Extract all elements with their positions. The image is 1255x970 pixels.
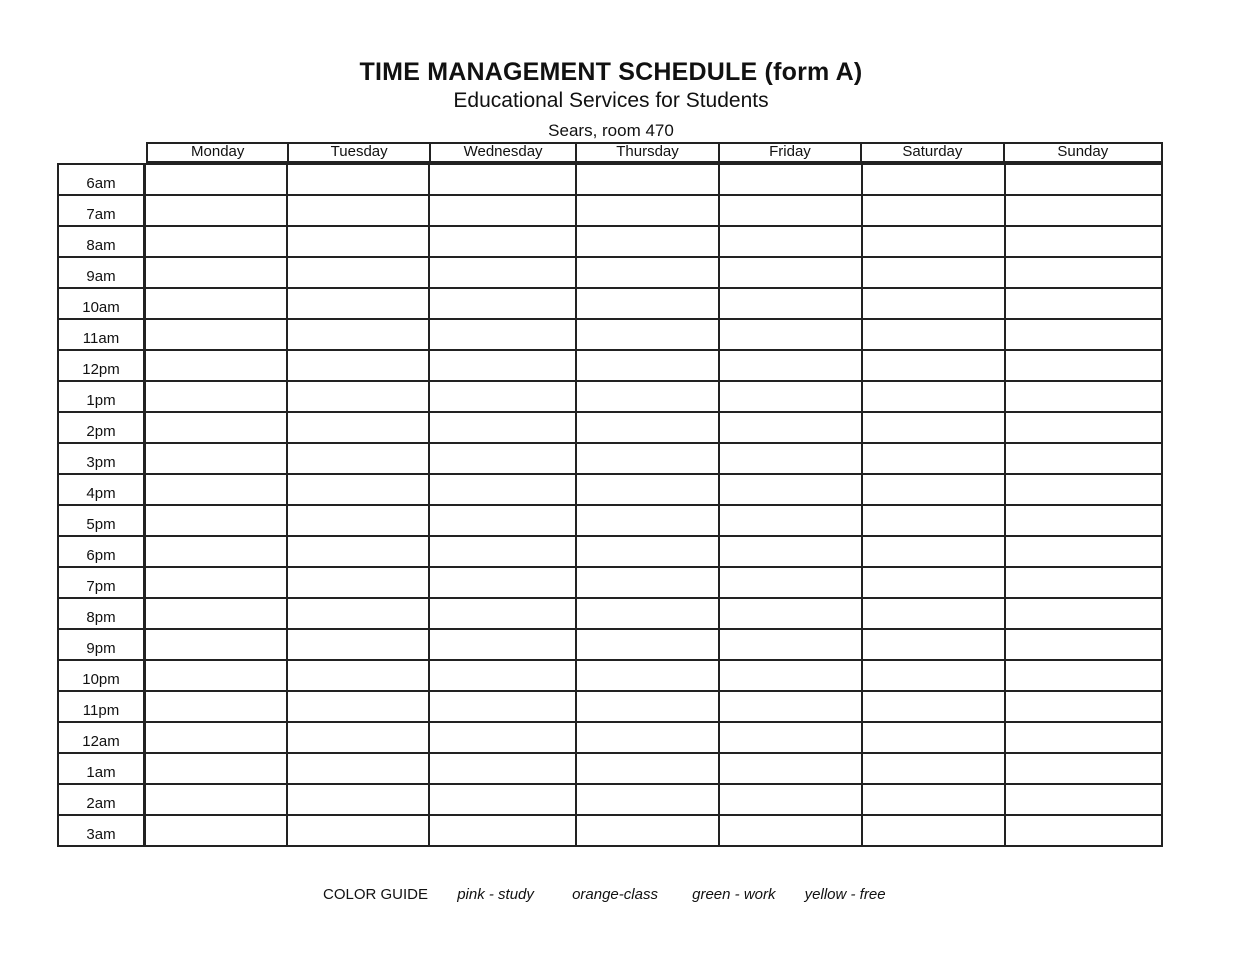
schedule-slot-saturday-1pm[interactable] bbox=[863, 382, 1006, 411]
time-label: 8pm bbox=[59, 599, 146, 628]
time-label: 1am bbox=[59, 754, 146, 783]
schedule-slot-sunday-7am[interactable] bbox=[1006, 196, 1163, 225]
day-header-sunday: Sunday bbox=[1057, 143, 1109, 160]
time-label: 10pm bbox=[59, 661, 146, 690]
schedule-slot-sunday-12pm[interactable] bbox=[1006, 351, 1163, 380]
schedule-slot-thursday-1pm[interactable] bbox=[577, 382, 720, 411]
schedule-slot-saturday-1am[interactable] bbox=[863, 754, 1006, 783]
schedule-slot-saturday-8am[interactable] bbox=[863, 227, 1006, 256]
time-row bbox=[59, 692, 1163, 723]
time-row bbox=[59, 506, 1163, 537]
schedule-slot-tuesday-6am[interactable] bbox=[288, 165, 430, 194]
time-label: 5pm bbox=[59, 506, 146, 535]
schedule-slot-wednesday-11pm[interactable] bbox=[430, 692, 577, 721]
time-row bbox=[59, 444, 1163, 475]
time-label: 3am bbox=[59, 816, 146, 845]
schedule-slot-wednesday-10am[interactable] bbox=[430, 289, 577, 318]
schedule-slot-wednesday-7am[interactable] bbox=[430, 196, 577, 225]
schedule-slot-monday-3am[interactable] bbox=[146, 816, 288, 845]
schedule-slot-thursday-7am[interactable] bbox=[577, 196, 720, 225]
schedule-slot-wednesday-12pm[interactable] bbox=[430, 351, 577, 380]
schedule-slot-monday-3pm[interactable] bbox=[146, 444, 288, 473]
schedule-slot-friday-1am[interactable] bbox=[720, 754, 863, 783]
schedule-slot-tuesday-1am[interactable] bbox=[288, 754, 430, 783]
schedule-slot-tuesday-2pm[interactable] bbox=[288, 413, 430, 442]
color-guide-item-study: pink - study bbox=[457, 886, 534, 903]
schedule-slot-friday-8am[interactable] bbox=[720, 227, 863, 256]
time-row bbox=[59, 568, 1163, 599]
schedule-slot-monday-5pm[interactable] bbox=[146, 506, 288, 535]
schedule-slot-tuesday-9am[interactable] bbox=[288, 258, 430, 287]
schedule-slot-sunday-12am[interactable] bbox=[1006, 723, 1163, 752]
schedule-slot-thursday-12am[interactable] bbox=[577, 723, 720, 752]
schedule-slot-saturday-6pm[interactable] bbox=[863, 537, 1006, 566]
schedule-slot-monday-2am[interactable] bbox=[146, 785, 288, 814]
schedule-slot-tuesday-3am[interactable] bbox=[288, 816, 430, 845]
schedule-slot-sunday-2pm[interactable] bbox=[1006, 413, 1163, 442]
schedule-slot-tuesday-3pm[interactable] bbox=[288, 444, 430, 473]
day-header-friday: Friday bbox=[720, 144, 862, 161]
schedule-slot-friday-9pm[interactable] bbox=[720, 630, 863, 659]
schedule-slot-tuesday-2am[interactable] bbox=[288, 785, 430, 814]
schedule-slot-monday-11pm[interactable] bbox=[146, 692, 288, 721]
schedule-slot-thursday-6am[interactable] bbox=[577, 165, 720, 194]
schedule-slot-tuesday-12am[interactable] bbox=[288, 723, 430, 752]
schedule-slot-wednesday-4pm[interactable] bbox=[430, 475, 577, 504]
schedule-slot-sunday-3am[interactable] bbox=[1006, 816, 1163, 845]
color-guide-item-class: orange-class bbox=[572, 886, 658, 903]
schedule-slot-saturday-6am[interactable] bbox=[863, 165, 1006, 194]
schedule-slot-friday-7pm[interactable] bbox=[720, 568, 863, 597]
schedule-slot-monday-1pm[interactable] bbox=[146, 382, 288, 411]
time-label: 7am bbox=[59, 196, 146, 225]
schedule-slot-wednesday-8pm[interactable] bbox=[430, 599, 577, 628]
time-row bbox=[59, 320, 1163, 351]
time-row bbox=[59, 630, 1163, 661]
schedule-slot-friday-10pm[interactable] bbox=[720, 661, 863, 690]
schedule-slot-thursday-8pm[interactable] bbox=[577, 599, 720, 628]
time-row bbox=[59, 227, 1163, 258]
schedule-slot-friday-2am[interactable] bbox=[720, 785, 863, 814]
schedule-slot-saturday-12pm[interactable] bbox=[863, 351, 1006, 380]
schedule-slot-wednesday-6am[interactable] bbox=[430, 165, 577, 194]
time-row bbox=[59, 816, 1163, 847]
schedule-grid bbox=[57, 163, 1163, 847]
schedule-slot-monday-11am[interactable] bbox=[146, 320, 288, 349]
schedule-slot-tuesday-10am[interactable] bbox=[288, 289, 430, 318]
schedule-slot-sunday-7pm[interactable] bbox=[1006, 568, 1163, 597]
schedule-slot-thursday-3pm[interactable] bbox=[577, 444, 720, 473]
schedule-slot-tuesday-7am[interactable] bbox=[288, 196, 430, 225]
schedule-slot-sunday-6pm[interactable] bbox=[1006, 537, 1163, 566]
schedule-slot-friday-7am[interactable] bbox=[720, 196, 863, 225]
schedule-slot-thursday-8am[interactable] bbox=[577, 227, 720, 256]
time-label: 11am bbox=[59, 320, 146, 349]
time-row bbox=[59, 289, 1163, 320]
schedule-slot-wednesday-6pm[interactable] bbox=[430, 537, 577, 566]
schedule-slot-thursday-10pm[interactable] bbox=[577, 661, 720, 690]
time-label: 6am bbox=[59, 165, 146, 194]
schedule-slot-tuesday-5pm[interactable] bbox=[288, 506, 430, 535]
schedule-slot-sunday-9pm[interactable] bbox=[1006, 630, 1163, 659]
schedule-slot-tuesday-8pm[interactable] bbox=[288, 599, 430, 628]
schedule-slot-tuesday-10pm[interactable] bbox=[288, 661, 430, 690]
schedule-slot-sunday-2am[interactable] bbox=[1006, 785, 1163, 814]
color-guide-item-free: yellow - free bbox=[804, 886, 886, 903]
location-text: Sears, room 470 bbox=[548, 121, 674, 140]
schedule-slot-saturday-11pm[interactable] bbox=[863, 692, 1006, 721]
time-label: 8am bbox=[59, 227, 146, 256]
color-guide-item-work: green - work bbox=[692, 886, 776, 903]
schedule-slot-thursday-5pm[interactable] bbox=[577, 506, 720, 535]
schedule-slot-monday-8am[interactable] bbox=[146, 227, 288, 256]
time-label: 2am bbox=[59, 785, 146, 814]
schedule-slot-monday-7am[interactable] bbox=[146, 196, 288, 225]
time-row bbox=[59, 599, 1163, 630]
time-label: 2pm bbox=[59, 413, 146, 442]
time-row bbox=[59, 382, 1163, 413]
schedule-slot-friday-3pm[interactable] bbox=[720, 444, 863, 473]
day-header-row bbox=[146, 142, 1163, 163]
time-label: 3pm bbox=[59, 444, 146, 473]
time-row bbox=[59, 661, 1163, 692]
schedule-slot-monday-6pm[interactable] bbox=[146, 537, 288, 566]
schedule-slot-thursday-2am[interactable] bbox=[577, 785, 720, 814]
schedule-slot-thursday-7pm[interactable] bbox=[577, 568, 720, 597]
schedule-slot-wednesday-7pm[interactable] bbox=[430, 568, 577, 597]
schedule-slot-friday-8pm[interactable] bbox=[720, 599, 863, 628]
schedule-slot-tuesday-11pm[interactable] bbox=[288, 692, 430, 721]
schedule-slot-saturday-10pm[interactable] bbox=[863, 661, 1006, 690]
schedule-slot-thursday-11am[interactable] bbox=[577, 320, 720, 349]
schedule-slot-wednesday-8am[interactable] bbox=[430, 227, 577, 256]
schedule-slot-wednesday-1pm[interactable] bbox=[430, 382, 577, 411]
schedule-slot-tuesday-7pm[interactable] bbox=[288, 568, 430, 597]
schedule-slot-sunday-8pm[interactable] bbox=[1006, 599, 1163, 628]
time-label: 7pm bbox=[59, 568, 146, 597]
time-label: 1pm bbox=[59, 382, 146, 411]
day-header-monday: Monday bbox=[148, 144, 289, 161]
schedule-slot-monday-7pm[interactable] bbox=[146, 568, 288, 597]
schedule-slot-tuesday-6pm[interactable] bbox=[288, 537, 430, 566]
schedule-slot-thursday-9am[interactable] bbox=[577, 258, 720, 287]
schedule-slot-thursday-3am[interactable] bbox=[577, 816, 720, 845]
schedule-slot-sunday-1pm[interactable] bbox=[1006, 382, 1163, 411]
schedule-slot-sunday-1am[interactable] bbox=[1006, 754, 1163, 783]
schedule-slot-friday-12pm[interactable] bbox=[720, 351, 863, 380]
time-label: 12pm bbox=[59, 351, 146, 380]
schedule-slot-sunday-3pm[interactable] bbox=[1006, 444, 1163, 473]
schedule-slot-sunday-11pm[interactable] bbox=[1006, 692, 1163, 721]
schedule-slot-friday-1pm[interactable] bbox=[720, 382, 863, 411]
time-label: 6pm bbox=[59, 537, 146, 566]
schedule-slot-wednesday-3am[interactable] bbox=[430, 816, 577, 845]
time-row bbox=[59, 475, 1163, 506]
schedule-slot-wednesday-9am[interactable] bbox=[430, 258, 577, 287]
schedule-slot-thursday-9pm[interactable] bbox=[577, 630, 720, 659]
schedule-slot-saturday-9pm[interactable] bbox=[863, 630, 1006, 659]
schedule-slot-saturday-3am[interactable] bbox=[863, 816, 1006, 845]
schedule-slot-friday-4pm[interactable] bbox=[720, 475, 863, 504]
schedule-slot-saturday-3pm[interactable] bbox=[863, 444, 1006, 473]
schedule-slot-thursday-12pm[interactable] bbox=[577, 351, 720, 380]
time-row bbox=[59, 165, 1163, 196]
time-row bbox=[59, 413, 1163, 444]
schedule-slot-tuesday-4pm[interactable] bbox=[288, 475, 430, 504]
schedule-slot-monday-6am[interactable] bbox=[146, 165, 288, 194]
color-guide bbox=[323, 886, 886, 903]
schedule-slot-monday-8pm[interactable] bbox=[146, 599, 288, 628]
schedule-slot-tuesday-1pm[interactable] bbox=[288, 382, 430, 411]
schedule-slot-thursday-4pm[interactable] bbox=[577, 475, 720, 504]
schedule-slot-thursday-2pm[interactable] bbox=[577, 413, 720, 442]
schedule-slot-thursday-1am[interactable] bbox=[577, 754, 720, 783]
schedule-slot-monday-10pm[interactable] bbox=[146, 661, 288, 690]
schedule-slot-sunday-6am[interactable] bbox=[1006, 165, 1163, 194]
page-subtitle: Educational Services for Students bbox=[453, 89, 769, 112]
time-row bbox=[59, 785, 1163, 816]
schedule-slot-wednesday-2am[interactable] bbox=[430, 785, 577, 814]
schedule-slot-wednesday-5pm[interactable] bbox=[430, 506, 577, 535]
time-row bbox=[59, 258, 1163, 289]
schedule-slot-monday-9pm[interactable] bbox=[146, 630, 288, 659]
schedule-slot-wednesday-11am[interactable] bbox=[430, 320, 577, 349]
day-header-thursday: Thursday bbox=[577, 144, 719, 161]
schedule-slot-friday-12am[interactable] bbox=[720, 723, 863, 752]
time-row bbox=[59, 537, 1163, 568]
schedule-slot-monday-4pm[interactable] bbox=[146, 475, 288, 504]
schedule-slot-sunday-10pm[interactable] bbox=[1006, 661, 1163, 690]
schedule-slot-monday-9am[interactable] bbox=[146, 258, 288, 287]
schedule-slot-sunday-8am[interactable] bbox=[1006, 227, 1163, 256]
schedule-slot-sunday-5pm[interactable] bbox=[1006, 506, 1163, 535]
schedule-slot-wednesday-12am[interactable] bbox=[430, 723, 577, 752]
schedule-slot-saturday-12am[interactable] bbox=[863, 723, 1006, 752]
schedule-slot-monday-1am[interactable] bbox=[146, 754, 288, 783]
time-label: 12am bbox=[59, 723, 146, 752]
day-header-saturday: Saturday bbox=[862, 144, 1004, 161]
day-header-tuesday: Tuesday bbox=[289, 144, 430, 161]
schedule-slot-saturday-4pm[interactable] bbox=[863, 475, 1006, 504]
time-row bbox=[59, 754, 1163, 785]
time-label: 9pm bbox=[59, 630, 146, 659]
schedule-slot-wednesday-1am[interactable] bbox=[430, 754, 577, 783]
schedule-slot-saturday-5pm[interactable] bbox=[863, 506, 1006, 535]
schedule-slot-friday-9am[interactable] bbox=[720, 258, 863, 287]
schedule-slot-thursday-11pm[interactable] bbox=[577, 692, 720, 721]
schedule-slot-sunday-4pm[interactable] bbox=[1006, 475, 1163, 504]
time-label: 9am bbox=[59, 258, 146, 287]
color-guide-label: COLOR GUIDE bbox=[323, 886, 429, 903]
schedule-slot-thursday-10am[interactable] bbox=[577, 289, 720, 318]
schedule-slot-saturday-7pm[interactable] bbox=[863, 568, 1006, 597]
schedule-slot-wednesday-10pm[interactable] bbox=[430, 661, 577, 690]
schedule-slot-monday-12pm[interactable] bbox=[146, 351, 288, 380]
schedule-slot-friday-2pm[interactable] bbox=[720, 413, 863, 442]
time-row bbox=[59, 196, 1163, 227]
schedule-slot-friday-5pm[interactable] bbox=[720, 506, 863, 535]
schedule-slot-sunday-9am[interactable] bbox=[1006, 258, 1163, 287]
schedule-slot-sunday-11am[interactable] bbox=[1006, 320, 1163, 349]
schedule-slot-friday-6am[interactable] bbox=[720, 165, 863, 194]
schedule-slot-wednesday-9pm[interactable] bbox=[430, 630, 577, 659]
time-label: 11pm bbox=[59, 692, 146, 721]
schedule-slot-tuesday-9pm[interactable] bbox=[288, 630, 430, 659]
schedule-slot-sunday-10am[interactable] bbox=[1006, 289, 1163, 318]
schedule-slot-saturday-11am[interactable] bbox=[863, 320, 1006, 349]
time-row bbox=[59, 723, 1163, 754]
schedule-slot-tuesday-12pm[interactable] bbox=[288, 351, 430, 380]
time-label: 10am bbox=[59, 289, 146, 318]
schedule-slot-wednesday-2pm[interactable] bbox=[430, 413, 577, 442]
schedule-slot-tuesday-11am[interactable] bbox=[288, 320, 430, 349]
schedule-slot-wednesday-3pm[interactable] bbox=[430, 444, 577, 473]
schedule-slot-saturday-8pm[interactable] bbox=[863, 599, 1006, 628]
schedule-slot-thursday-6pm[interactable] bbox=[577, 537, 720, 566]
page-title: TIME MANAGEMENT SCHEDULE (form A) bbox=[359, 58, 863, 86]
day-header-wednesday: Wednesday bbox=[431, 144, 577, 161]
schedule-slot-monday-10am[interactable] bbox=[146, 289, 288, 318]
schedule-slot-friday-3am[interactable] bbox=[720, 816, 863, 845]
schedule-slot-friday-11pm[interactable] bbox=[720, 692, 863, 721]
schedule-slot-saturday-7am[interactable] bbox=[863, 196, 1006, 225]
schedule-slot-saturday-2am[interactable] bbox=[863, 785, 1006, 814]
schedule-slot-friday-6pm[interactable] bbox=[720, 537, 863, 566]
schedule-slot-monday-2pm[interactable] bbox=[146, 413, 288, 442]
time-label: 4pm bbox=[59, 475, 146, 504]
schedule-slot-tuesday-8am[interactable] bbox=[288, 227, 430, 256]
schedule-slot-saturday-10am[interactable] bbox=[863, 289, 1006, 318]
schedule-slot-saturday-2pm[interactable] bbox=[863, 413, 1006, 442]
time-row bbox=[59, 351, 1163, 382]
schedule-slot-friday-11am[interactable] bbox=[720, 320, 863, 349]
schedule-slot-friday-10am[interactable] bbox=[720, 289, 863, 318]
schedule-slot-monday-12am[interactable] bbox=[146, 723, 288, 752]
schedule-slot-saturday-9am[interactable] bbox=[863, 258, 1006, 287]
